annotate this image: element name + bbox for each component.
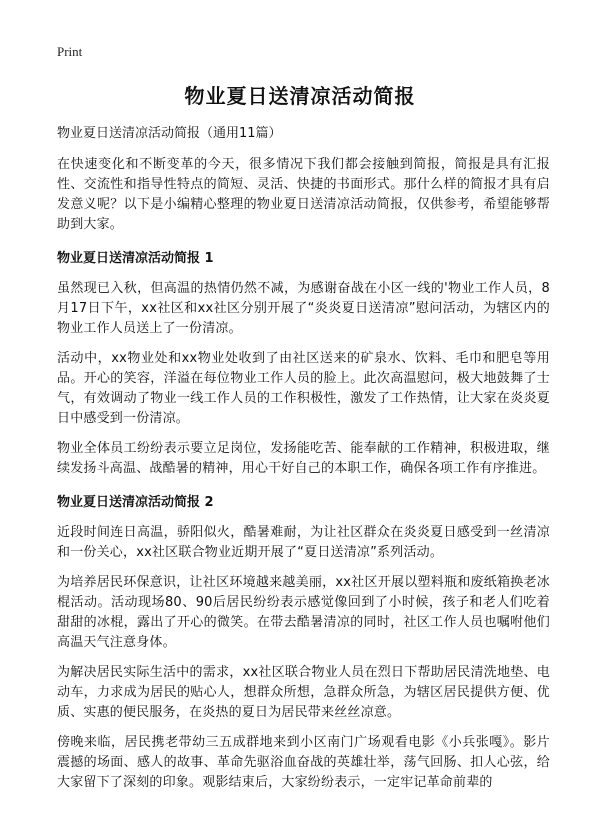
document-body [57,124,550,803]
paragraph: 活动中，xx物业处和xx物业处收到了由社区送来的矿泉水、饮料、毛巾和肥皂等用品。开心的笑容，洋溢在每位物业工作人员的脸上。此次高温慰问，极大地鼓舞了士气，有效调动了物业一线工作人员的工作积极性，激发了工作热情，让大家在炎炎夏日中感受到一份清凉。 [57,351,550,426]
section-heading: 物业夏日送清凉活动简报 2 [57,495,214,510]
paragraph: 傍晚来临，居民携老带幼三五成群地来到小区南门广场观看电影《小兵张嘎》。影片震撼的场面、感人的故事、革命先驱浴血奋战的英雄壮举，荡气回肠、扣人心弦，给大家留下了深刻的印象。观影结束后，大家纷纷表示，一定牢记革命前辈的 [57,735,550,790]
document-subtitle: 物业夏日送清凉活动简报（通用11篇） [57,126,282,141]
paragraph: 为解决居民实际生活中的需求，xx社区联合物业人员在烈日下帮助居民清洗地垫、电动车，力求成为居民的贴心人，想群众所想，急群众所急，为辖区居民提供方便、优质、实惠的便民服务，在炎热的夏日为居民带来丝丝凉意。 [57,665,550,720]
paragraph: 为培养居民环保意识，让社区环境越来越美丽，xx社区开展以塑料瓶和废纸箱换老冰棍活动。活动现场80、90后居民纷纷表示感觉像回到了小时候，孩子和老人们吃着甜甜的冰棍，露出了开心的微笑。在带去酷暑清凉的同时，社区工作人员也嘱咐他们高温天气注意身体。 [57,575,550,650]
paragraph: 虽然现已入秋，但高温的热情仍然不减，为感谢奋战在小区一线的'物业工作人员，8月17日下午，xx社区和xx社区分别开展了“炎炎夏日送清凉”慰问活动，为辖区内的物业工作人员送上了一份清凉。 [57,281,550,336]
document-title: 物业夏日送清凉活动简报 [184,84,416,108]
paragraph: 物业全体员工纷纷表示要立足岗位，发扬能吃苦、能奉献的工作精神，积极进取，继续发扬斗高温、战酷暑的精神，用心干好自己的本职工作，确保各项工作有序推进。 [57,441,550,476]
section-heading: 物业夏日送清凉活动简报 1 [57,251,214,266]
paragraph: 近段时间连日高温，骄阳似火，酷暑难耐，为让社区群众在炎炎夏日感受到一丝清凉和一份关心，xx社区联合物业近期开展了“夏日送清凉”系列活动。 [57,525,550,560]
print-link[interactable]: Print [57,44,83,59]
intro-paragraph: 在快速变化和不断变革的今天，很多情况下我们都会接触到简报，简报是具有汇报性、交流性和指导性特点的简短、灵活、快捷的书面形式。那什么样的简报才具有启发意义呢？以下是小编精心整理的物业夏日送清凉活动简报，仅供参考，希望能够帮助到大家。 [57,157,550,232]
